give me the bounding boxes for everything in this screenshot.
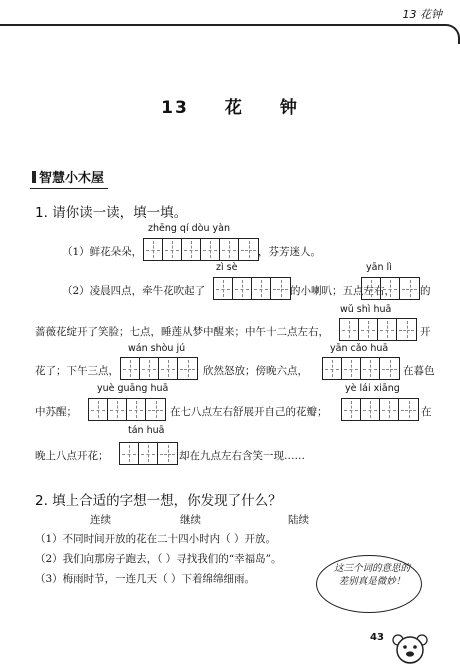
word-option-3: 陆续 — [288, 514, 309, 526]
pinyin-7: yuè guāng huā — [97, 383, 169, 394]
line-6a: 晚上八点开花； — [35, 450, 109, 462]
line-3a: 蔷薇花绽开了笑脸；七点，睡莲从梦中醒来；中午十二点左右， — [35, 326, 329, 338]
line-2b: 的小喇叭；五点左右， — [290, 285, 395, 297]
answer-boxes-3[interactable] — [361, 277, 420, 300]
lesson-number: 13 — [161, 98, 189, 118]
answer-boxes-6[interactable] — [322, 357, 400, 380]
line-4c: 在暮色 — [403, 365, 435, 377]
answer-boxes-5[interactable] — [120, 357, 198, 380]
line-2a: （2）凌晨四点，牵牛花吹起了 — [62, 285, 206, 297]
answer-boxes-7[interactable] — [88, 398, 166, 421]
line-5b: 在七八点左右舒展开自己的花瓣； — [170, 406, 328, 418]
running-header: 13 花钟 — [402, 8, 442, 21]
line-1a: （1）鲜花朵朵， — [62, 246, 143, 258]
pinyin-6: yān cǎo huā — [330, 343, 389, 354]
header-rule — [0, 24, 460, 44]
line-4a: 花了；下午三点， — [35, 365, 119, 377]
answer-boxes-2[interactable] — [213, 277, 291, 300]
answer-boxes-9[interactable] — [119, 442, 178, 465]
line-2c: 的 — [420, 285, 431, 297]
lesson-title — [0, 93, 460, 118]
section-heading: 智慧小木屋 — [30, 167, 108, 189]
page-number: 43 — [370, 632, 384, 643]
sentence-3[interactable]: （3）梅雨时节，一连几天（ ）下着绵绵细雨。 — [35, 573, 256, 585]
answer-boxes-1[interactable] — [143, 238, 259, 261]
answer-boxes-8[interactable] — [341, 398, 419, 421]
question-1-prompt: 1. 请你读一读，填一填。 — [35, 205, 188, 221]
question-2-prompt: 2. 填上合适的字想一想，你发现了什么？ — [35, 493, 282, 509]
pinyin-3: yān lì — [366, 262, 392, 273]
word-option-1: 连续 — [90, 514, 111, 526]
pinyin-2: zì sè — [216, 262, 238, 273]
word-option-2: 继续 — [180, 514, 201, 526]
pinyin-4: wǔ shì huā — [340, 304, 392, 315]
sentence-1[interactable]: （1）不同时间开放的花在二十四小时内（ ）开放。 — [35, 533, 277, 545]
speech-bubble-text: 这三个词的意思的差别真是微妙！ — [333, 563, 410, 587]
pinyin-5: wán shòu jú — [128, 343, 186, 354]
pinyin-1: zhēng qí dòu yàn — [148, 223, 230, 234]
sentence-2[interactable]: （2）我们向那房子跑去，（ ）寻找我们的“幸福岛”。 — [35, 553, 282, 565]
line-3b: 开 — [420, 326, 431, 338]
line-1b: ，芬芳迷人。 — [258, 246, 321, 258]
lesson-name-2: 钟 — [279, 98, 299, 118]
line-4b: 欣然怒放；傍晚六点， — [203, 365, 308, 377]
bear-mascot-icon — [390, 632, 430, 666]
line-6b: 却在九点左右含笑一现…… — [179, 450, 305, 462]
line-5c: 在 — [421, 406, 432, 418]
line-5a: 中苏醒； — [35, 406, 77, 418]
pinyin-8: yè lái xiāng — [345, 383, 400, 394]
pinyin-9: tán huā — [128, 425, 165, 436]
answer-boxes-4[interactable] — [339, 318, 417, 341]
lesson-name-1: 花 — [224, 98, 244, 118]
